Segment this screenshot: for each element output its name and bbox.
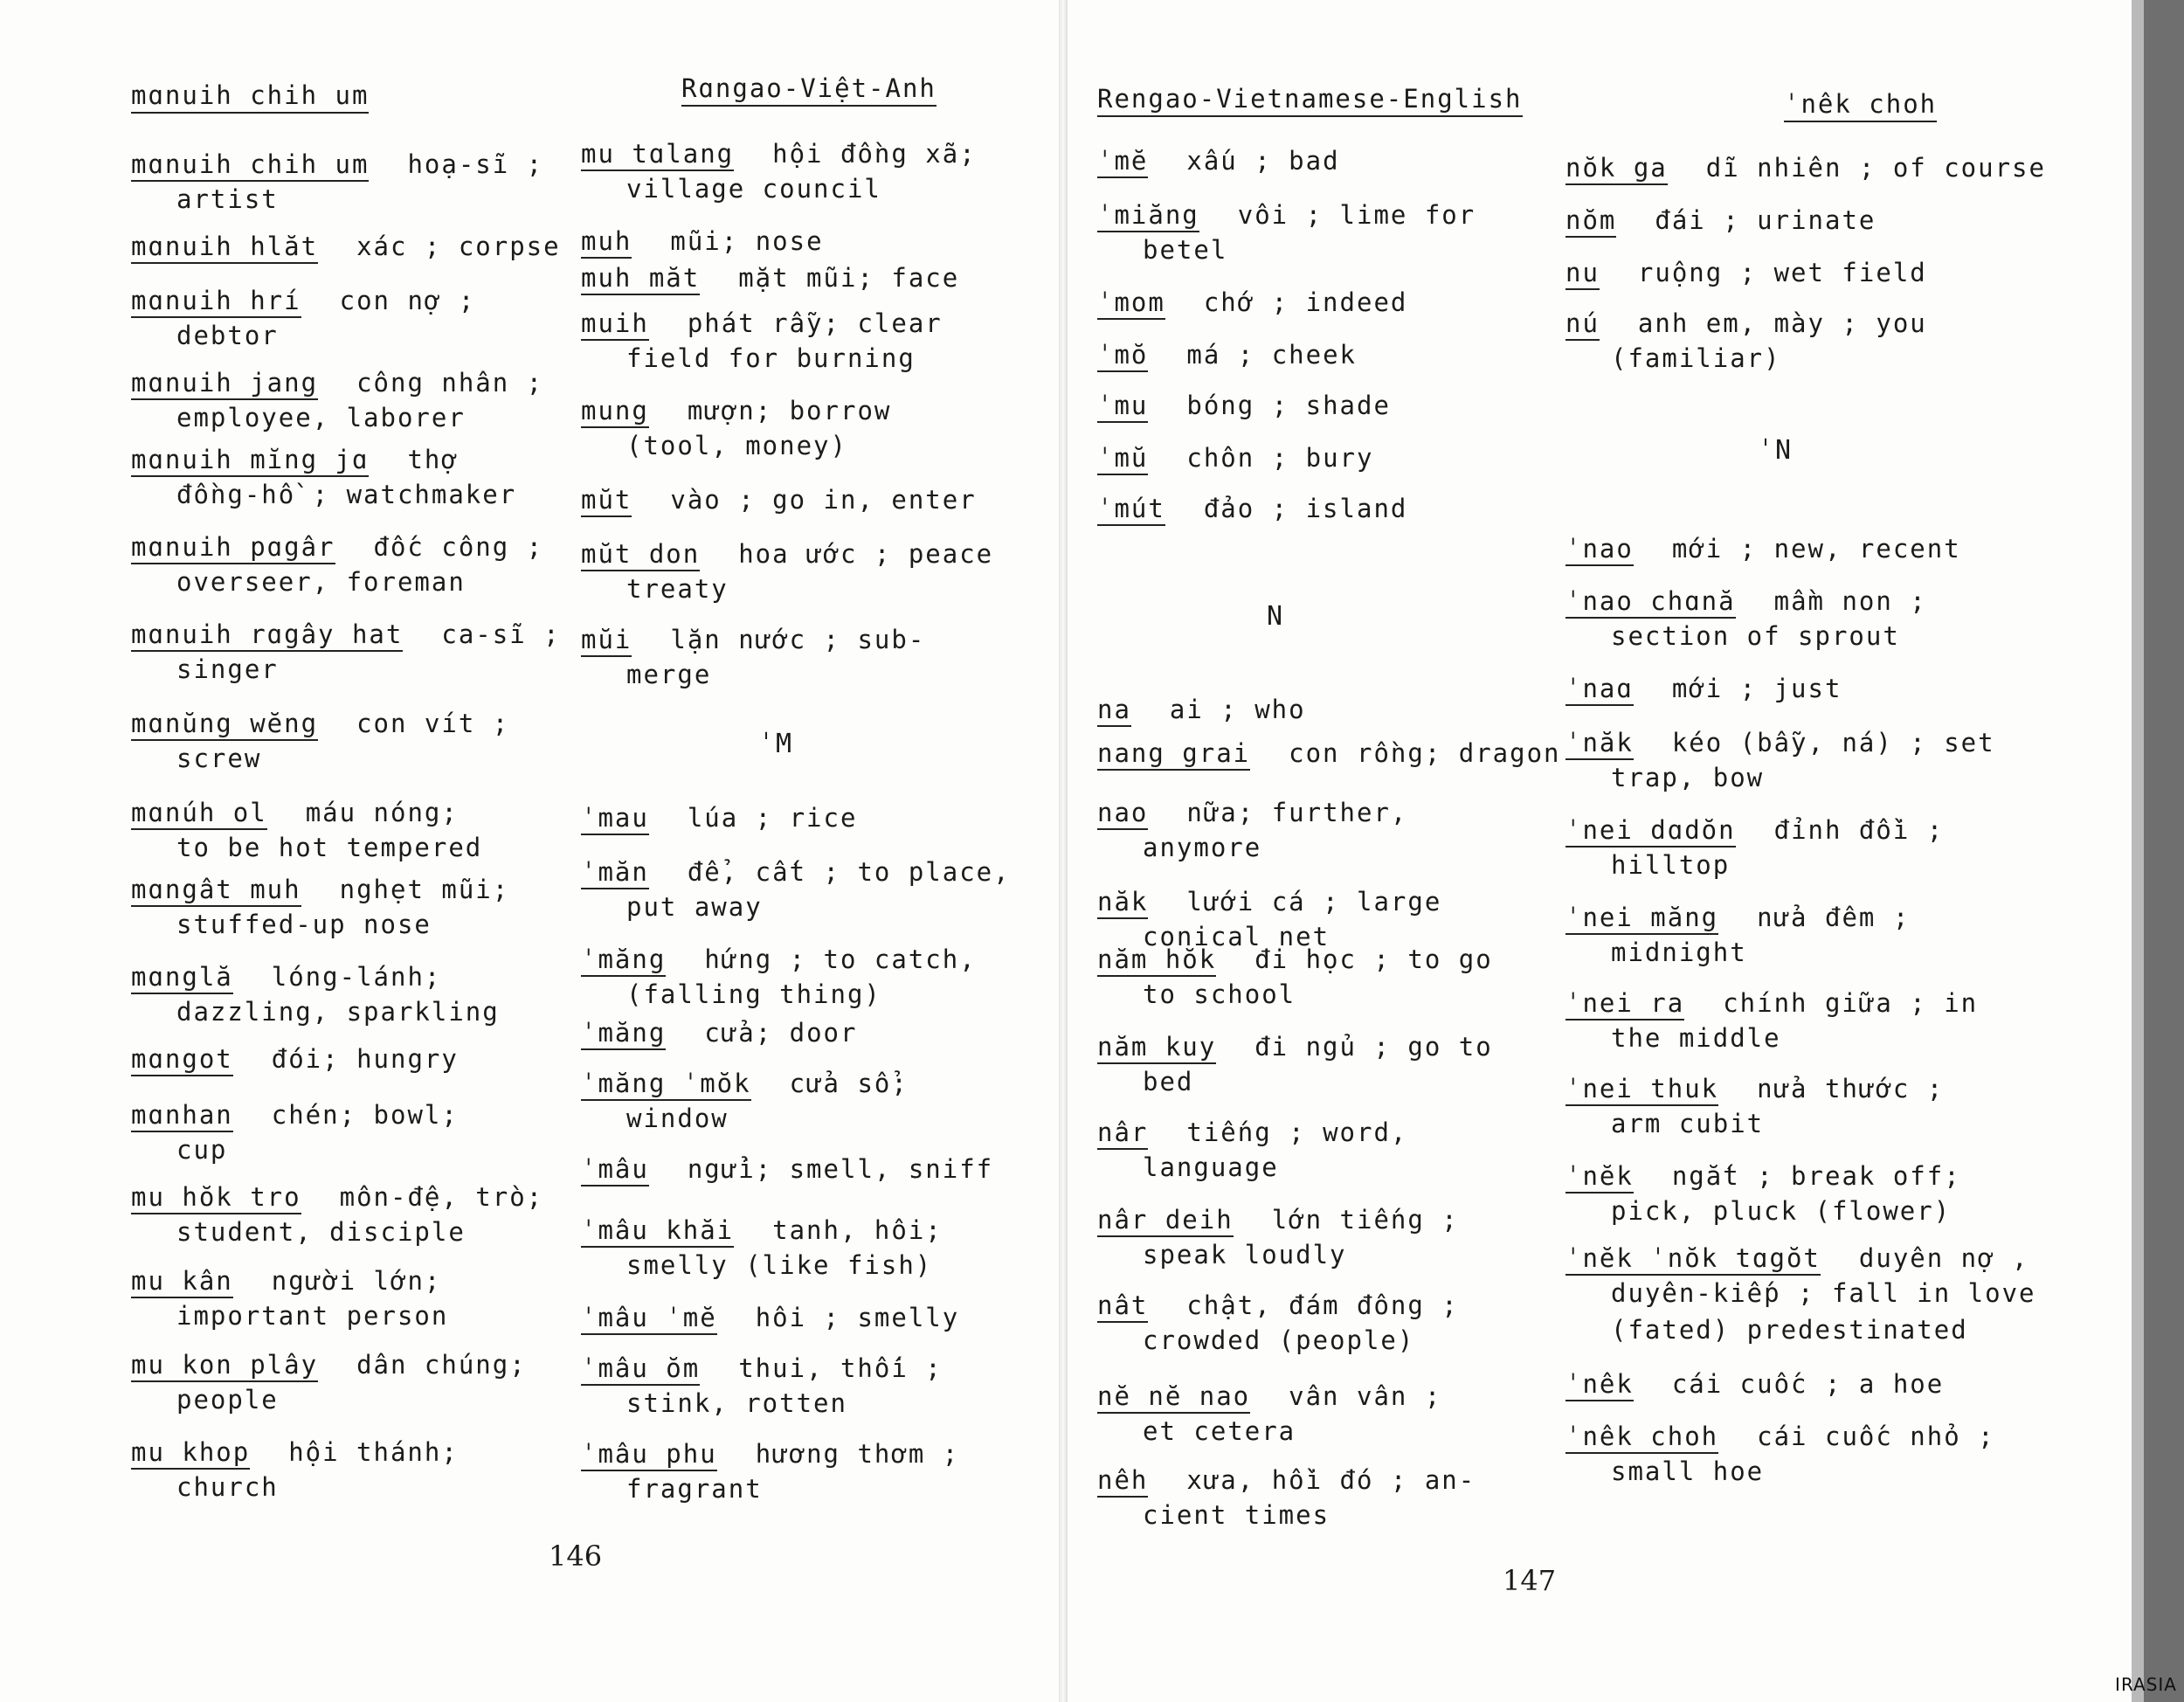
entry-definition: tiếng ; word,	[1186, 1117, 1408, 1147]
entry-definition: dân chúng;	[356, 1350, 527, 1380]
entry-definition: tanh, hôi;	[772, 1215, 943, 1245]
entry-headword: ˈmâu	[581, 1154, 649, 1187]
entry-definition-continued: smelly (like fish)	[626, 1250, 933, 1280]
entry-headword: mɑnuih hlăt	[131, 232, 318, 264]
dictionary-entry	[131, 1263, 603, 1333]
dictionary-entry	[581, 136, 1053, 206]
entry-definition: chớ ; indeed	[1203, 287, 1408, 317]
entry-headword: nĕ nĕ nao	[1097, 1381, 1250, 1414]
entry-definition: bóng ; shade	[1186, 391, 1391, 420]
entry-headword: ˈnêk	[1565, 1369, 1634, 1401]
dictionary-entry	[131, 442, 603, 512]
book-gutter	[1059, 0, 1068, 1702]
dictionary-entry	[1565, 306, 2037, 376]
entry-definition: thợ	[407, 445, 459, 474]
dictionary-entry	[1097, 1029, 1569, 1099]
entry-definition: vân vân ;	[1289, 1381, 1442, 1411]
scanner-edge	[2132, 0, 2184, 1702]
entry-definition-continued: bed	[1143, 1067, 1194, 1097]
entry-definition-continued: student, disciple	[176, 1217, 466, 1247]
entry-definition-continued: people	[176, 1385, 279, 1415]
section-letter-n-tick: ˈN	[1758, 435, 1794, 466]
dictionary-entry	[581, 1436, 1053, 1506]
entry-definition-continued: to school	[1143, 979, 1296, 1009]
dictionary-entry	[581, 482, 1053, 517]
entry-headword: nâr	[1097, 1117, 1148, 1150]
entry-headword: năk	[1097, 887, 1148, 919]
entry-definition: mới ; new, recent	[1671, 534, 1961, 564]
entry-definition-continued: cient times	[1143, 1500, 1330, 1530]
entry-definition-continued: employee, laborer	[176, 403, 466, 432]
dictionary-entry	[131, 617, 603, 687]
entry-headword: ˈmăng	[581, 1018, 666, 1050]
entry-headword: năm kuy	[1097, 1032, 1216, 1064]
entry-definition-continued: speak loudly	[1143, 1240, 1347, 1270]
entry-headword: ˈnao chɑnă	[1565, 586, 1736, 619]
entry-headword: ˈmŏ	[1097, 340, 1148, 372]
dictionary-entry	[1565, 986, 2037, 1055]
entry-definition: mới ; just	[1671, 674, 1842, 703]
entry-definition: người lớn;	[271, 1266, 442, 1296]
entry-definition-continued: field for burning	[626, 343, 916, 373]
entry-definition: mũi; nose	[670, 226, 824, 256]
dictionary-entry	[581, 224, 1053, 259]
entry-definition-continued: section of sprout	[1611, 621, 1900, 651]
entry-definition-continued: (tool, money)	[626, 431, 847, 460]
entry-headword: nêh	[1097, 1465, 1148, 1498]
entry-headword: mɑnuih hrí	[131, 286, 301, 318]
entry-definition-continued: put away	[626, 892, 763, 922]
dictionary-entry	[131, 1097, 603, 1167]
entry-headword: ˈmâu khăi	[581, 1215, 734, 1248]
entry-definition-continued: village council	[626, 174, 881, 204]
entry-headword: nŏm	[1565, 205, 1616, 238]
entry-definition: con vít ;	[356, 709, 510, 738]
entry-headword: ˈmâu ˈmĕ	[581, 1303, 717, 1335]
entry-headword: ˈmĕ	[1097, 146, 1148, 178]
entry-definition: ngắt ; break off;	[1671, 1161, 1961, 1191]
entry-headword: ˈmăng ˈmŏk	[581, 1069, 751, 1101]
entry-headword: mɑnŭng wĕng	[131, 709, 318, 741]
entry-definition-continued: stink, rotten	[626, 1388, 847, 1418]
entry-headword: ˈmŭ	[1097, 443, 1148, 475]
entry-headword: mŭt don	[581, 539, 700, 571]
entry-headword: mɑnuih pɑgâr	[131, 532, 335, 564]
entry-headword: ˈmâu phu	[581, 1439, 717, 1471]
entry-definition-continued: artist	[176, 184, 279, 214]
entry-headword: mɑnuih mĭng jɑ	[131, 445, 369, 477]
entry-definition-continued: betel	[1143, 235, 1228, 265]
entry-definition: thui, thối ;	[738, 1353, 943, 1383]
dictionary-entry	[131, 529, 603, 599]
entry-headword: ˈmút	[1097, 494, 1165, 526]
dictionary-entry	[131, 1041, 603, 1076]
entry-definition: má ; cheek	[1186, 340, 1357, 370]
dictionary-entry	[1097, 1288, 1569, 1358]
entry-definition-continued: anymore	[1143, 833, 1262, 862]
entry-definition: cửa sổ;	[789, 1069, 909, 1098]
dictionary-entry	[131, 283, 603, 353]
dictionary-entry	[1097, 942, 1569, 1012]
dictionary-entry	[1097, 1202, 1569, 1272]
dictionary-entry	[1097, 285, 1569, 320]
entry-definition: hương thơm ;	[755, 1439, 960, 1469]
entry-definition: chôn ; bury	[1186, 443, 1374, 473]
entry-definition: xưa, hồi đó ; an-	[1186, 1465, 1476, 1495]
dictionary-entry	[1565, 1241, 2037, 1311]
entry-definition: hội đồng xã;	[772, 139, 977, 169]
dictionary-entry	[1565, 584, 2037, 654]
dictionary-entry	[1565, 1419, 2037, 1489]
entry-definition: đảo ; island	[1203, 494, 1408, 523]
entry-headword: ˈmăng	[581, 944, 666, 977]
entry-definition: để, cất ; to place,	[687, 857, 1011, 887]
entry-definition: chính giữa ; in	[1723, 988, 1979, 1018]
dictionary-entry	[1565, 203, 2037, 238]
entry-headword: na	[1097, 695, 1131, 727]
entry-headword: mŭi	[581, 625, 632, 657]
entry-definition-continued: (fated) predestinated	[1611, 1315, 1968, 1345]
entry-headword: nâr deih	[1097, 1205, 1234, 1237]
entry-definition: công nhân ;	[356, 368, 544, 398]
right-page	[1068, 0, 2132, 1702]
entry-definition-continued: to be hot tempered	[176, 833, 483, 862]
dictionary-entry	[1565, 671, 2037, 706]
entry-definition-continued: trap, bow	[1611, 763, 1765, 792]
entry-headword: muh	[581, 226, 632, 259]
entry-headword: ˈnăk	[1565, 728, 1634, 760]
entry-headword: ˈnaɑ	[1565, 674, 1634, 706]
dictionary-entry	[1097, 1379, 1569, 1449]
entry-headword: mu hŏk tro	[131, 1182, 301, 1214]
entry-definition: hoạ-sĩ ;	[407, 149, 544, 179]
entry-definition: xấu ; bad	[1186, 146, 1340, 176]
entry-definition: lóng-lánh;	[271, 962, 442, 992]
section-letter-m: ˈM	[758, 729, 794, 759]
entry-definition-continued: duyên-kiếp ; fall in love	[1611, 1278, 2036, 1308]
dictionary-entry	[1565, 1366, 2037, 1401]
entry-definition: cái cuốc nhỏ ;	[1757, 1422, 1995, 1451]
entry-definition-continued: overseer, foreman	[176, 567, 466, 597]
dictionary-entry	[131, 1347, 603, 1417]
entry-definition-continued: đồng-hồ ; watchmaker	[176, 480, 517, 509]
entry-definition: chật, đám đông ;	[1186, 1290, 1459, 1320]
dictionary-entry	[581, 1152, 1053, 1187]
dictionary-entry	[131, 1435, 603, 1505]
entry-definition-continued: midnight	[1611, 937, 1747, 967]
entry-definition-continued: important person	[176, 1301, 449, 1331]
entry-definition-continued: (familiar)	[1611, 343, 1781, 373]
entry-headword: nŏk ga	[1565, 153, 1668, 185]
entry-definition: lớn tiếng ;	[1271, 1205, 1459, 1235]
dictionary-entry	[1097, 736, 1569, 771]
dictionary-entry	[131, 229, 603, 264]
entry-definition: kéo (bẫy, ná) ; set	[1671, 728, 1995, 758]
entry-definition: đốc công ;	[373, 532, 544, 562]
dictionary-entry	[1097, 491, 1569, 526]
entry-definition: hứng ; to catch,	[704, 944, 977, 974]
entry-headword: ˈnei măng	[1565, 903, 1718, 935]
entry-headword: mɑngot	[131, 1044, 233, 1076]
dictionary-entry	[131, 1180, 603, 1249]
dictionary-entry	[131, 872, 603, 942]
entry-definition: ca-sĩ ;	[441, 619, 561, 649]
running-head-right: Rɑngao-Việt-Anh	[681, 73, 936, 103]
entry-definition-continued: stuffed-up nose	[176, 910, 432, 939]
dictionary-entry	[581, 1066, 1053, 1136]
entry-definition: hôi ; smelly	[755, 1303, 960, 1332]
dictionary-entry	[1565, 813, 2037, 882]
dictionary-entry	[1565, 1071, 2037, 1141]
entry-headword: ˈnei dɑdŏn	[1565, 815, 1736, 848]
entry-definition: ruộng ; wet field	[1637, 258, 1927, 287]
entry-definition: vôi ; lime for	[1237, 200, 1476, 230]
entry-definition-continued: treaty	[626, 574, 729, 604]
dictionary-entry	[581, 306, 1053, 376]
entry-headword: mu kon plây	[131, 1350, 318, 1382]
dictionary-entry	[1565, 531, 2037, 566]
entry-definition: hội thánh;	[288, 1437, 459, 1467]
dictionary-entry	[581, 1351, 1053, 1421]
entry-definition-continued: singer	[176, 654, 279, 684]
dictionary-entry	[131, 365, 603, 435]
entry-definition: đái ; urinate	[1655, 205, 1876, 235]
watermark-label: IRASIA	[2115, 1674, 2177, 1695]
dictionary-entry	[581, 622, 1053, 692]
entry-definition: mặt mũi; face	[738, 263, 960, 293]
entry-definition: ngửi; smell, sniff	[687, 1154, 994, 1184]
entry-definition: nghẹt mũi;	[339, 875, 510, 904]
entry-headword: mɑnuih chih um	[131, 149, 369, 182]
entry-headword: mu tɑlang	[581, 139, 734, 171]
entry-definition: nữa; further,	[1186, 798, 1408, 827]
entry-headword: ˈnêk choh	[1565, 1422, 1718, 1454]
running-head-left: mɑnuih chih um	[131, 80, 369, 110]
entry-headword: mung	[581, 396, 649, 428]
dictionary-entry	[581, 260, 1053, 295]
entry-headword: ˈmu	[1097, 391, 1148, 423]
entry-definition: anh em, mày ; you	[1637, 308, 1927, 338]
entry-headword: ˈnĕk ˈnŏk tɑgŏt	[1565, 1243, 1821, 1276]
entry-headword: nao	[1097, 798, 1148, 830]
entry-definition-continued: the middle	[1611, 1023, 1781, 1053]
entry-headword: mɑnglă	[131, 962, 233, 994]
dictionary-entry	[1565, 1312, 2037, 1347]
entry-definition-continued: debtor	[176, 321, 279, 350]
dictionary-entry	[1565, 255, 2037, 290]
entry-headword: ˈnei thuk	[1565, 1074, 1718, 1106]
entry-definition-continued: pick, pluck (flower)	[1611, 1196, 1952, 1226]
dictionary-entry	[1565, 725, 2037, 795]
running-head-left: Rengao-Vietnamese-English	[1097, 84, 1523, 114]
entry-definition: ai ; who	[1169, 695, 1306, 724]
entry-definition-continued: screw	[176, 744, 262, 773]
entry-headword: nang grai	[1097, 738, 1250, 771]
entry-definition: nửa đêm ;	[1757, 903, 1911, 932]
entry-headword: ˈmăn	[581, 857, 649, 889]
entry-definition-continued: crowded (people)	[1143, 1325, 1415, 1355]
entry-definition: vào ; go in, enter	[670, 485, 977, 515]
entry-definition: đi học ; to go	[1254, 944, 1493, 974]
dictionary-entry	[581, 1300, 1053, 1335]
entry-definition-continued: fragrant	[626, 1474, 763, 1504]
entry-headword: nu	[1565, 258, 1600, 290]
entry-definition: lưới cá ; large	[1186, 887, 1442, 917]
entry-headword: mɑnuih rɑgây hat	[131, 619, 403, 652]
dictionary-entry	[581, 536, 1053, 606]
entry-headword: ˈnĕk	[1565, 1161, 1634, 1193]
dictionary-entry	[131, 959, 603, 1029]
entry-headword: mŭt	[581, 485, 632, 517]
dictionary-entry	[1565, 1159, 2037, 1228]
entry-definition: môn-đệ, trò;	[339, 1182, 544, 1212]
entry-headword: ˈmau	[581, 803, 649, 835]
entry-definition: duyên nợ ,	[1858, 1243, 2029, 1273]
entry-definition: lặn nước ; sub-	[670, 625, 926, 654]
dictionary-entry	[1097, 337, 1569, 372]
entry-definition-continued: cup	[176, 1135, 228, 1165]
entry-definition: máu nóng;	[305, 798, 459, 827]
dictionary-entry	[131, 795, 603, 865]
page-number: 147	[1503, 1564, 1557, 1597]
entry-headword: nú	[1565, 308, 1600, 341]
entry-headword: mɑnhan	[131, 1100, 233, 1132]
entry-definition: lúa ; rice	[687, 803, 858, 833]
dictionary-entry	[581, 800, 1053, 835]
entry-definition-continued: language	[1143, 1152, 1279, 1182]
left-page	[0, 0, 1059, 1702]
dictionary-entry	[581, 1213, 1053, 1283]
entry-definition-continued: conical net	[1143, 922, 1330, 951]
entry-definition: hoa ước ; peace	[738, 539, 994, 569]
section-letter-n: N	[1267, 601, 1285, 632]
entry-headword: mu khop	[131, 1437, 250, 1470]
entry-definition: mượn; borrow	[687, 396, 892, 426]
dictionary-entry	[1565, 900, 2037, 970]
dictionary-entry	[131, 706, 603, 776]
dictionary-entry	[1097, 197, 1569, 267]
entry-headword: năm hŏk	[1097, 944, 1216, 977]
dictionary-entry	[1097, 692, 1569, 727]
entry-definition-continued: window	[626, 1104, 729, 1133]
entry-headword: mɑnúh ol	[131, 798, 267, 830]
entry-definition: phát rẫy; clear	[687, 308, 943, 338]
entry-definition: chén; bowl;	[271, 1100, 459, 1130]
entry-headword: ˈnei ra	[1565, 988, 1684, 1021]
entry-definition: đi ngủ ; go to	[1254, 1032, 1493, 1062]
entry-definition: dĩ nhiên ; of course	[1705, 153, 2046, 183]
dictionary-entry	[1097, 795, 1569, 865]
dictionary-entry	[581, 942, 1053, 1012]
dictionary-entry	[581, 1015, 1053, 1050]
dictionary-entry	[1097, 440, 1569, 475]
dictionary-entry	[1097, 1115, 1569, 1185]
entry-definition: cái cuốc ; a hoe	[1671, 1369, 1945, 1399]
entry-definition-continued: small hoe	[1611, 1456, 1765, 1486]
entry-definition-continued: church	[176, 1472, 279, 1502]
entry-headword: mɑngât muh	[131, 875, 301, 907]
entry-definition-continued: hilltop	[1611, 850, 1731, 880]
entry-definition: cửa; door	[704, 1018, 858, 1048]
entry-headword: ˈnao	[1565, 534, 1634, 566]
entry-definition: đỉnh đồi ;	[1773, 815, 1945, 845]
entry-definition: con nợ ;	[339, 286, 476, 315]
entry-definition: mầm non ;	[1773, 586, 1927, 616]
entry-definition-continued: (falling thing)	[626, 979, 881, 1009]
dictionary-entry	[1565, 150, 2046, 185]
entry-definition-continued: arm cubit	[1611, 1109, 1765, 1138]
entry-definition-continued: merge	[626, 660, 712, 689]
entry-headword: ˈmâu ŏm	[581, 1353, 700, 1386]
entry-headword: muh măt	[581, 263, 700, 295]
entry-definition-continued: et cetera	[1143, 1416, 1296, 1446]
entry-headword: nât	[1097, 1290, 1148, 1323]
page-number: 146	[549, 1539, 603, 1573]
entry-definition: nửa thước ;	[1757, 1074, 1945, 1104]
entry-definition: đói; hungry	[271, 1044, 459, 1074]
dictionary-entry	[581, 854, 1053, 924]
entry-headword: mɑnuih jang	[131, 368, 318, 400]
running-head-right: ˈnêk choh	[1784, 89, 1937, 119]
entry-headword: muih	[581, 308, 649, 341]
dictionary-entry	[581, 393, 1053, 463]
dictionary-entry	[1097, 1463, 1569, 1532]
dictionary-entry	[1097, 388, 1569, 423]
entry-headword: mu kân	[131, 1266, 233, 1298]
entry-definition: con rồng; dragon	[1289, 738, 1561, 768]
entry-headword: ˈmom	[1097, 287, 1165, 320]
dictionary-entry	[131, 147, 603, 217]
entry-definition: xác ; corpse	[356, 232, 561, 261]
entry-definition-continued: dazzling, sparkling	[176, 997, 500, 1027]
dictionary-entry	[1097, 143, 1569, 178]
entry-headword: ˈmiăng	[1097, 200, 1199, 232]
